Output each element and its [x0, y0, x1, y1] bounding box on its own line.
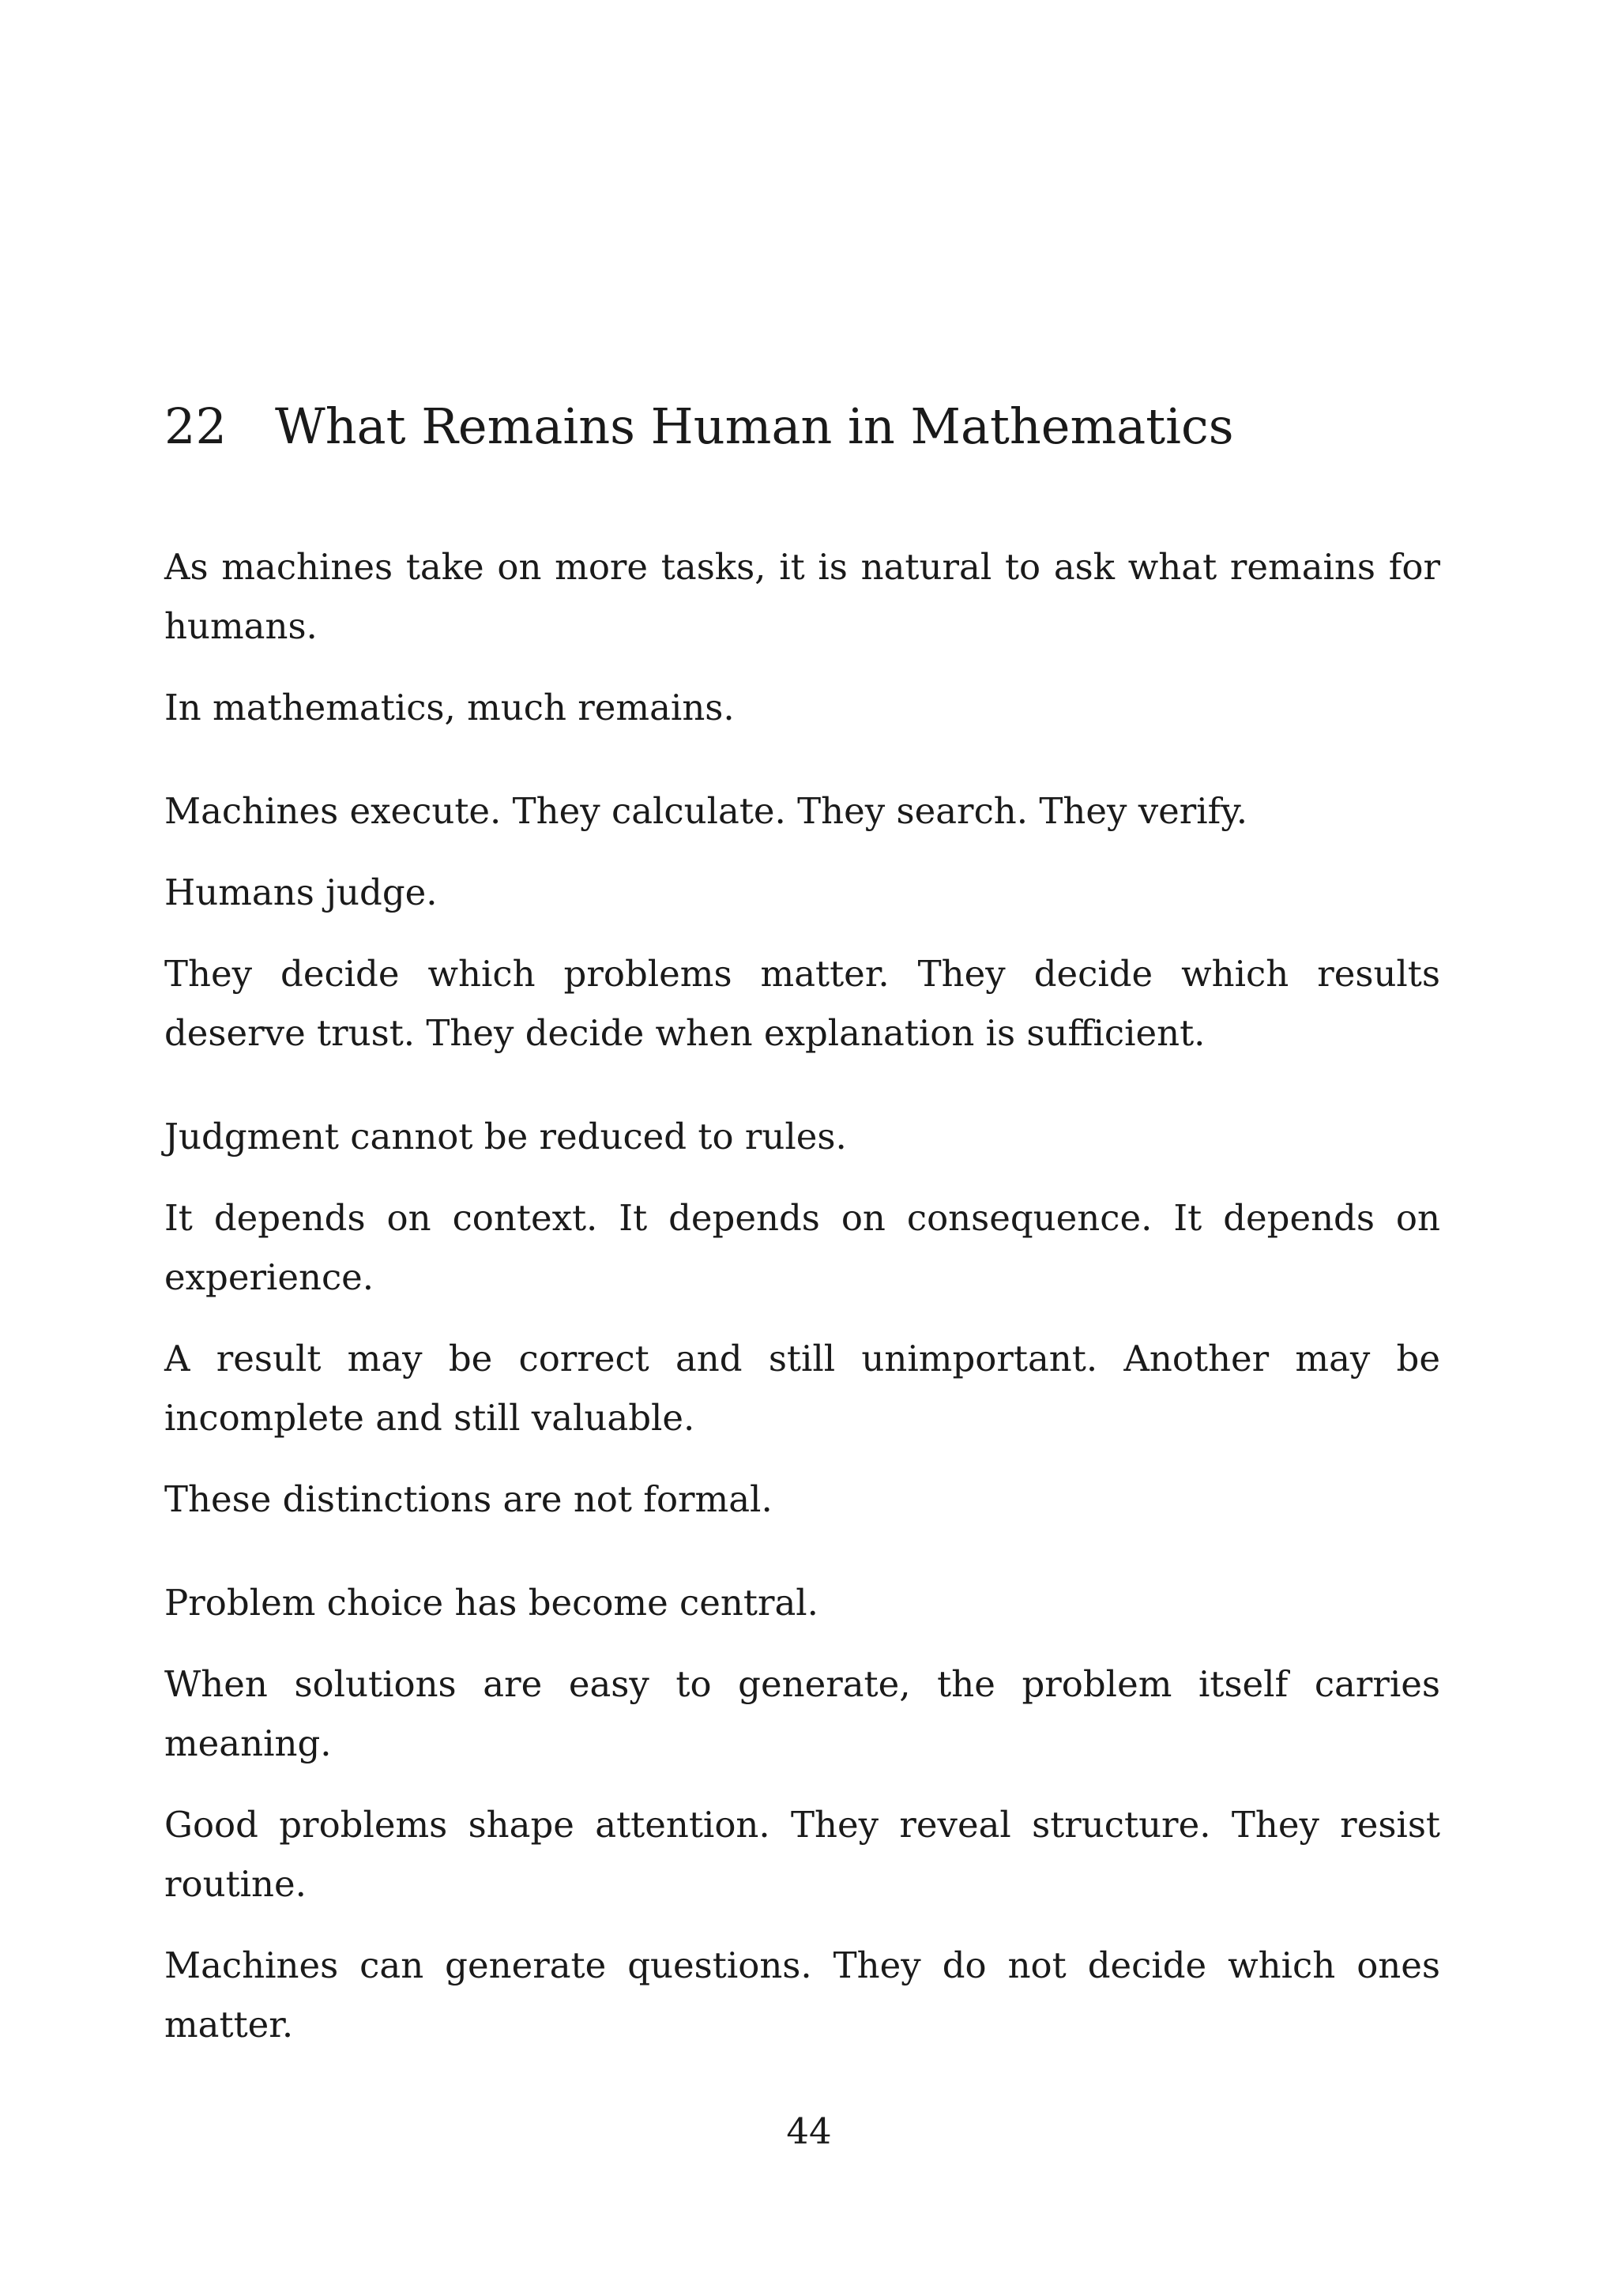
paragraph: Problem choice has become central.: [164, 1582, 818, 1624]
chapter-heading: [164, 391, 1460, 462]
paragraph: In mathematics, much remains.: [164, 687, 735, 728]
paragraph: Humans judge.: [164, 871, 438, 913]
paragraph: When solutions are easy to generate, the problem itself carries meaning.: [164, 1663, 1440, 1764]
chapter-body: [164, 537, 1440, 2076]
paragraph: As machines take on more tasks, it is natural to ask what remains for humans.: [164, 546, 1440, 647]
chapter-title: What Remains Human in Mathematics: [275, 397, 1234, 455]
chapter-number: 22: [164, 397, 227, 455]
paragraph: They decide which problems matter. They decide which results deserve trust. They decide when explanation is sufficient.: [164, 953, 1440, 1054]
paragraph: Judgment cannot be reduced to rules.: [164, 1116, 847, 1157]
paragraph: A result may be correct and still unimportant. Another may be incomplete and still valuable.: [164, 1338, 1440, 1439]
paragraph: These distinctions are not formal.: [164, 1478, 773, 1520]
paragraph: Machines execute. They calculate. They search. They verify.: [164, 790, 1248, 832]
paragraph: Machines can generate questions. They do not decide which ones matter.: [164, 1944, 1440, 2046]
paragraph: It depends on context. It depends on consequence. It depends on experience.: [164, 1197, 1440, 1298]
paragraph: Good problems shape attention. They reveal structure. They resist routine.: [164, 1804, 1440, 1905]
page-number: 44: [786, 2110, 832, 2152]
